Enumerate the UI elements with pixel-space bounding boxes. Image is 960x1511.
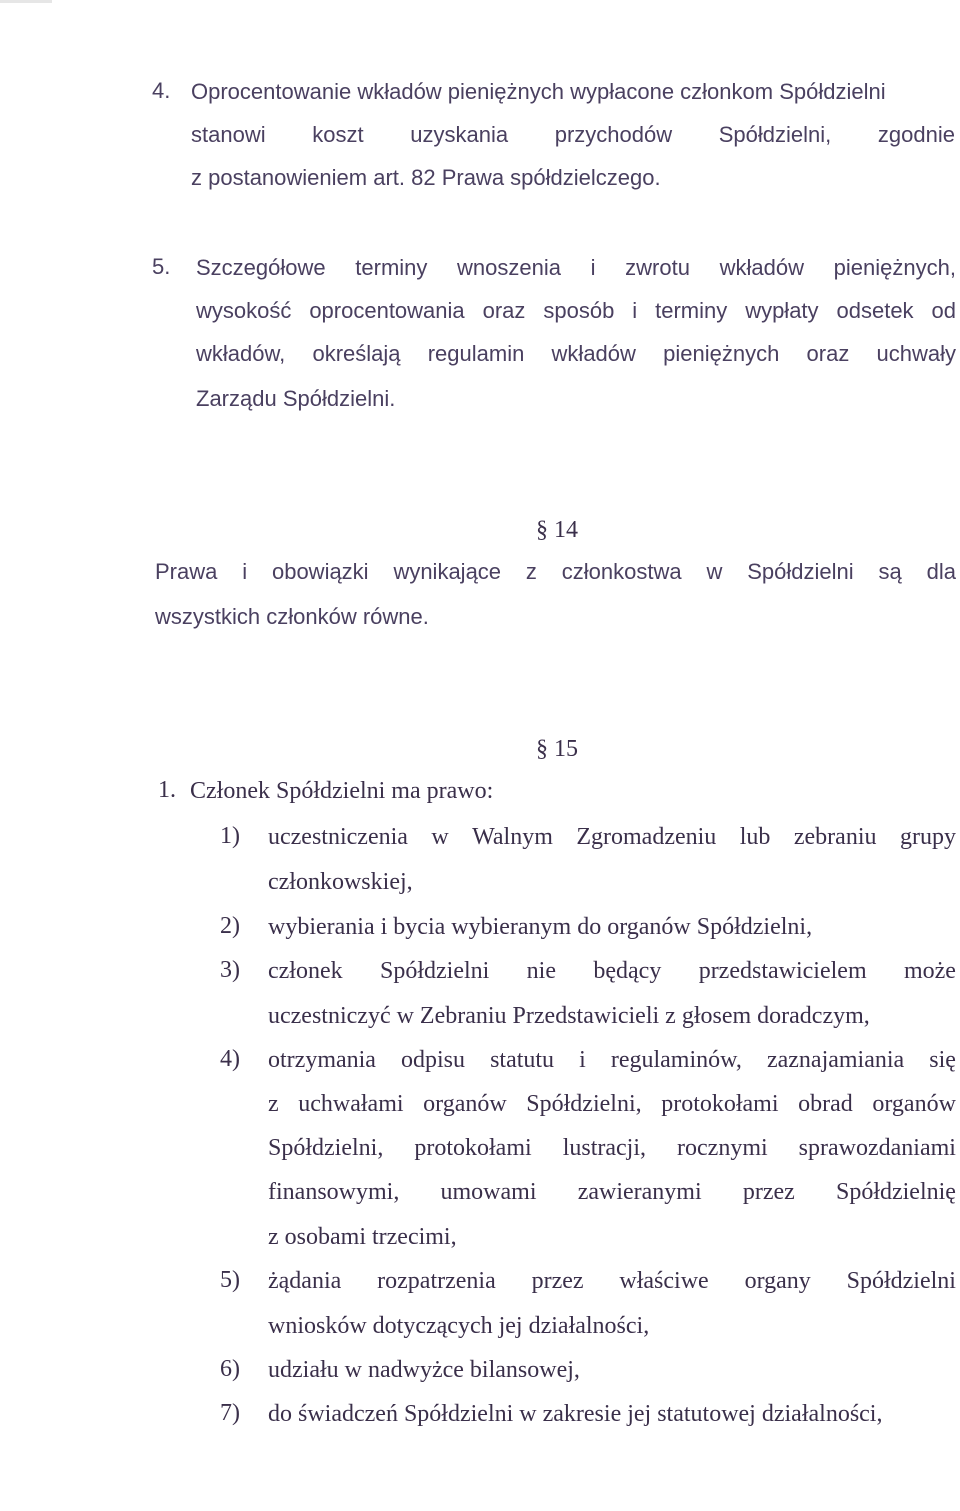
justified-line [268, 1178, 956, 1206]
justified-line [196, 297, 956, 325]
word: rocznymi [677, 1135, 768, 1161]
justified-line [196, 254, 956, 282]
text-line: do świadczeń Spółdzielni w zakresie jej statutowej działalności, [268, 1401, 883, 1427]
word: pieniężnych [663, 341, 780, 366]
word: regulaminów, [610, 1047, 742, 1073]
word: Walnym [472, 824, 553, 850]
list-number: 3) [220, 957, 240, 983]
word: właściwe [619, 1268, 709, 1294]
word: otrzymania [268, 1047, 376, 1073]
text-line: wniosków dotyczących jej działalności, [268, 1313, 650, 1339]
item-number: 5. [152, 254, 171, 279]
text-line: Członek Spółdzielni ma prawo: [190, 778, 494, 804]
word: odpisu [401, 1047, 466, 1073]
word: żądania [268, 1268, 342, 1294]
word: zwrotu [625, 255, 690, 280]
word: wkładów, [196, 341, 286, 366]
list-number: 1) [220, 823, 240, 849]
word: grupy [899, 824, 956, 850]
list-number: 2) [220, 913, 240, 939]
word: przychodów [554, 122, 673, 147]
word: uzyskania [410, 122, 509, 147]
word: obrad [798, 1091, 853, 1117]
list-number: 4) [220, 1046, 240, 1072]
word: zebraniu [793, 824, 877, 850]
word: z [268, 1091, 279, 1117]
word: odsetek [836, 298, 914, 323]
word: uczestniczenia [268, 824, 408, 850]
justified-line [268, 1134, 956, 1162]
word: koszt [312, 122, 364, 147]
section-heading: § 14 [536, 517, 578, 543]
word: przez [742, 1179, 795, 1205]
word: wynikające [393, 559, 502, 584]
word: Spółdzielni [846, 1268, 956, 1294]
word: określają [312, 341, 401, 366]
justified-line [191, 121, 955, 149]
word: i [242, 559, 248, 584]
word: wypłaty [745, 298, 819, 323]
word: wkładów [719, 255, 804, 280]
word: Spółdzielnię [835, 1179, 956, 1205]
word: oraz [806, 341, 850, 366]
text-line: z osobami trzecimi, [268, 1224, 457, 1250]
text-line: członkowskiej, [268, 869, 413, 895]
word: sposób [543, 298, 615, 323]
text-line: Zarządu Spółdzielni. [196, 386, 396, 411]
word: zgodnie [877, 122, 955, 147]
word: z [525, 559, 537, 584]
word: organy [744, 1268, 811, 1294]
word: pieniężnych, [833, 255, 956, 280]
justified-line [268, 1090, 956, 1118]
word: Spółdzielni, [268, 1135, 384, 1161]
word: protokołami [414, 1135, 532, 1161]
word: rozpatrzenia [377, 1268, 496, 1294]
word: terminy [655, 298, 728, 323]
word: stanowi [191, 122, 266, 147]
word: sprawozdaniami [798, 1135, 956, 1161]
word: wysokość [196, 298, 292, 323]
list-number: 6) [220, 1356, 240, 1382]
list-number: 5) [220, 1267, 240, 1293]
word: regulamin [427, 341, 525, 366]
word: są [878, 559, 902, 584]
text-line: udziału w nadwyżce bilansowej, [268, 1357, 580, 1383]
word: Spółdzielni, [718, 122, 832, 147]
word: terminy [355, 255, 428, 280]
word: członkostwa [561, 559, 682, 584]
item-number: 4. [152, 78, 171, 103]
word: oprocentowania [309, 298, 465, 323]
justified-line [196, 340, 956, 368]
word: Szczegółowe [196, 255, 326, 280]
word: Zgromadzeniu [576, 824, 717, 850]
word: od [931, 298, 956, 323]
word: protokołami [661, 1091, 779, 1117]
word: organów [872, 1091, 956, 1117]
word: Spółdzielni [379, 958, 490, 984]
word: lub [739, 824, 771, 850]
justified-line [268, 1267, 956, 1295]
word: zawieranymi [577, 1179, 702, 1205]
word: oraz [482, 298, 526, 323]
text-line: uczestniczyć w Zebraniu Przedstawicieli z głosem doradczym, [268, 1003, 870, 1029]
text-line: Oprocentowanie wkładów pieniężnych wypłacone członkom Spółdzielni [191, 79, 886, 104]
word: statutu [490, 1047, 555, 1073]
word: organów [423, 1091, 507, 1117]
word: przedstawicielem [698, 958, 867, 984]
word: Prawa [155, 559, 218, 584]
text-line: z postanowieniem art. 82 Prawa spółdzielczego. [191, 165, 661, 190]
justified-line [268, 957, 956, 985]
list-number: 7) [220, 1400, 240, 1426]
word: uchwałami [298, 1091, 404, 1117]
justified-line [268, 1046, 956, 1074]
word: wnoszenia [457, 255, 561, 280]
word: w [706, 559, 723, 584]
word: w [431, 824, 449, 850]
word: i [590, 255, 596, 280]
word: może [903, 958, 956, 984]
word: zaznajamiania [766, 1047, 905, 1073]
scan-edge-mark [0, 0, 52, 3]
word: nie [526, 958, 556, 984]
text-line: wybierania i bycia wybieranym do organów Spółdzielni, [268, 914, 813, 940]
word: umowami [440, 1179, 537, 1205]
word: obowiązki [271, 559, 369, 584]
item-number: 1. [158, 777, 176, 803]
section-heading: § 15 [536, 736, 578, 762]
word: się [929, 1047, 956, 1073]
justified-line [155, 558, 956, 586]
text-line: wszystkich członków równe. [155, 604, 429, 629]
word: członek [268, 958, 343, 984]
word: lustracji, [562, 1135, 646, 1161]
word: i [632, 298, 638, 323]
word: Spółdzielni, [526, 1091, 642, 1117]
word: finansowymi, [268, 1179, 400, 1205]
word: przez [531, 1268, 584, 1294]
word: i [579, 1047, 586, 1073]
word: uchwały [876, 341, 956, 366]
word: dla [926, 559, 956, 584]
justified-line [268, 823, 956, 851]
word: wkładów [551, 341, 636, 366]
word: będący [593, 958, 662, 984]
word: Spółdzielni [747, 559, 854, 584]
